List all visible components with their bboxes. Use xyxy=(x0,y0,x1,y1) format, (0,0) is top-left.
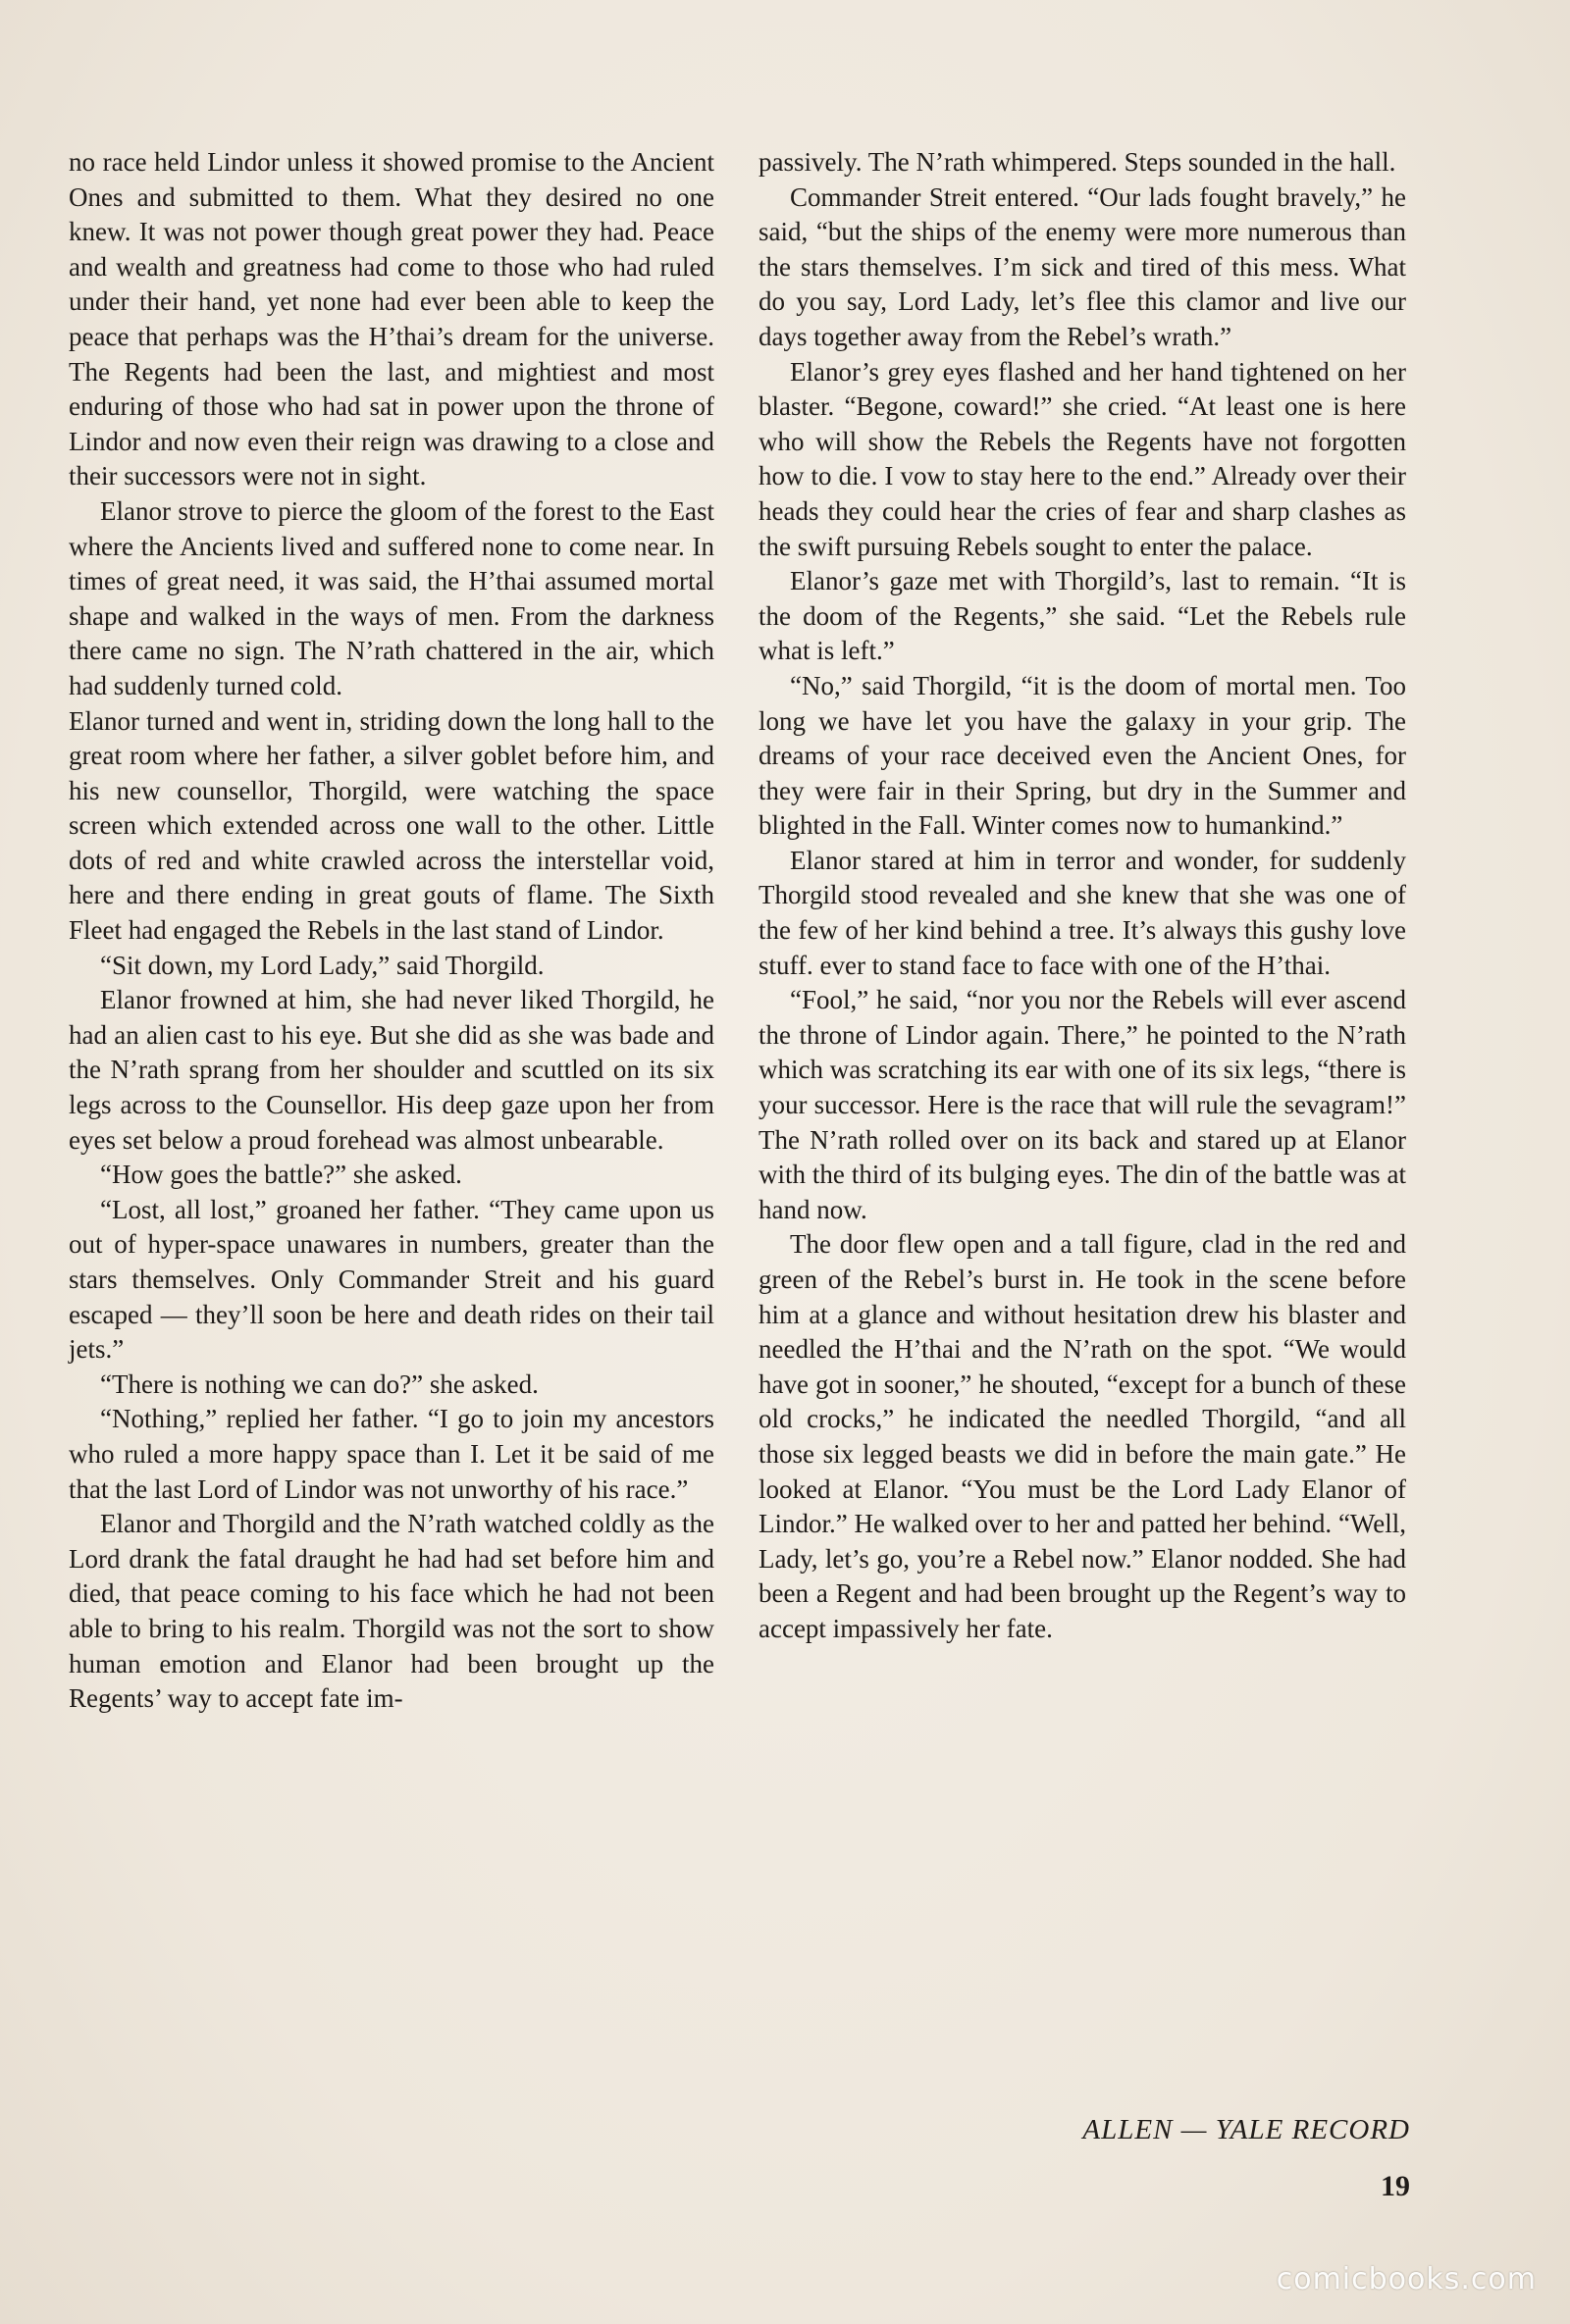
paragraph: “Fool,” he said, “nor you nor the Rebels will ever ascend the throne of Lindor again. There,” he pointed to the N’rath which was scratching its ear with one of its six legs, “there is your successor. Here is the race that will rule the sevagram!” The N’rath rolled over on its back and stared up at Elanor with the third of its bulging eyes. The din of the battle was at hand now. xyxy=(759,985,1406,1224)
paragraph: “Lost, all lost,” groaned her father. “They came upon us out of hyper-space unawares in numbers, greater than the stars themselves. Only Commander Streit and his guard escaped — they’ll soon be here and death rides on their tail jets.” xyxy=(69,1194,714,1365)
paragraph: Elanor’s gaze met with Thorgild’s, last to remain. “It is the doom of the Regents,” she said. “Let the Rebels rule what is left.” xyxy=(759,566,1406,666)
paragraph: “Sit down, my Lord Lady,” said Thorgild. xyxy=(100,950,545,980)
paragraph: Elanor’s grey eyes flashed and her hand tightened on her blaster. “Begone, coward!” she cried. “At least one is here who will show the Rebels the Regents have not forgotten how to die. I vow to stay here to the end.” Already over their heads they could hear the cries of fear and sharp clashes as the swift pursuing Rebels sought to enter the palace. xyxy=(759,356,1406,561)
paragraph: The door flew open and a tall figure, clad in the red and green of the Rebel’s burst in. He took in the scene before him at a glance and without hesitation drew his blaster and needled the H’thai and the N’rath on the spot. “We would have got in sooner,” he shouted, “except for a bunch of these old crocks,” he indicated the needled Thorgild, “and all those six legged beasts we did in before the main gate.” He looked at Elanor. “You must be the Lord Lady Elanor of Lindor.” He walked over to her and patted her behind. “Well, Lady, let’s go, you’re a Rebel now.” Elanor nodded. She had been a Regent and had been brought up the Regent’s way to accept impassively her fate. xyxy=(759,1229,1406,1643)
paragraph: Elanor strove to pierce the gloom of the forest to the East where the Ancients lived and suffered none to come near. In times of great need, it was said, the H’thai assumed mortal shape and walked in the ways of men. From the darkness there came no sign. The N’rath chattered in the air, which had suddenly turned cold. xyxy=(69,495,714,700)
paragraph: Commander Streit entered. “Our lads fought bravely,” he said, “but the ships of the enemy were more numerous than the stars themselves. I’m sick and tired of this mess. What do you say, Lord Lady, let’s flee this clamor and live our days together away from the Rebel’s wrath.” xyxy=(759,181,1406,351)
paragraph: Elanor and Thorgild and the N’rath watched coldly as the Lord drank the fatal draught he had had set before him and died, that peace coming to his face which he had not been able to bring to his realm. Thorgild was not the sort to show human emotion and Elanor had been brought up the Regents’ way to accept fate im- xyxy=(69,1509,714,1714)
paragraph: Elanor frowned at him, she had never liked Thorgild, he had an alien cast to his eye. But she did as she was bade and the N’rath sprang from her shoulder and scuttled on its six legs across to the Counsellor. His deep gaze upon her from eyes set below a proud forehead was almost unbearable. xyxy=(69,985,714,1155)
left-text-column xyxy=(69,145,714,1717)
paragraph: “No,” said Thorgild, “it is the doom of mortal men. Too long we have let you have the galaxy in your grip. The dreams of your race deceived even the Ancient Ones, for they were fair in their Spring, but dry in the Summer and blighted in the Fall. Winter comes now to humankind.” xyxy=(759,670,1406,841)
site-watermark: comicbooks.com xyxy=(1276,2262,1537,2297)
page-number: 19 xyxy=(1381,2170,1410,2202)
paragraph: passively. The N’rath whimpered. Steps sounded in the hall. xyxy=(759,147,1396,177)
right-text-column xyxy=(759,145,1406,1647)
paragraph: Elanor stared at him in terror and wonder, for suddenly Thorgild stood revealed and she knew that she was one of the few of her kind behind a tree. It’s always this gushy love stuff. ever to stand face to face with one of the H’thai. xyxy=(759,845,1406,980)
paragraph: “There is nothing we can do?” she asked. xyxy=(100,1369,539,1399)
author-byline: ALLEN — YALE RECORD xyxy=(1082,2114,1410,2145)
paragraph: “How goes the battle?” she asked. xyxy=(100,1160,462,1190)
paragraph: no race held Lindor unless it showed promise to the Ancient Ones and submitted to them. What they desired no one knew. It was not power though great power they had. Peace and wealth and greatness had come to those who had ruled under their hand, yet none had ever been able to keep the peace that perhaps was the H’thai’s dream for the universe. The Regents had been the last, and mightiest and most enduring of those who had sat in power upon the throne of Lindor and now even their reign was drawing to a close and their successors were not in sight. xyxy=(69,147,714,491)
paragraph: Elanor turned and went in, striding down the long hall to the great room where her father, a silver goblet before him, and his new counsellor, Thorgild, were watching the space screen which extended across one wall to the other. Little dots of red and white crawled across the interstellar void, here and there ending in great gouts of flame. The Sixth Fleet had engaged the Rebels in the last stand of Lindor. xyxy=(69,705,714,946)
paragraph: “Nothing,” replied her father. “I go to join my ancestors who ruled a more happy space than I. Let it be said of me that the last Lord of Lindor was not unworthy of his race.” xyxy=(69,1404,714,1504)
